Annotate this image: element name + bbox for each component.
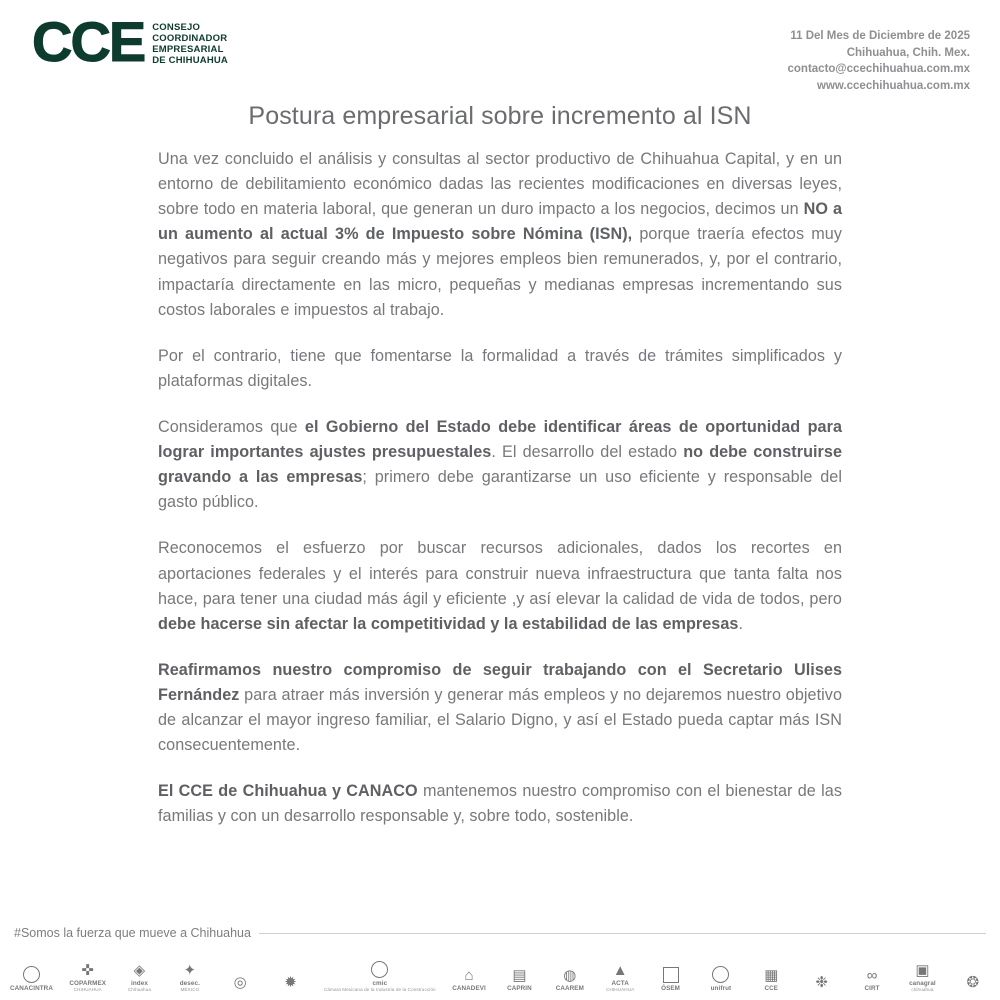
footer-logo-icon: ◈ [133,961,146,979]
footer-logo-badge-icon [23,966,40,983]
logo-line-4: DE CHIHUAHUA [152,55,228,67]
footer-logo-name: CANADEVI [452,984,486,992]
footer-logo [905,963,939,992]
page-header [0,0,1000,92]
paragraph-text: Reconocemos el esfuerzo por buscar recursos adicionales, dados los recortes en aportaciones federales y el interés para construir nueva infraestructura que tanta falta nos hace, para tener una ciudad más ágil y eficiente ,y así elevar la calidad de vida de todos, pero [158,539,842,608]
footer-logo [10,966,53,992]
footer-logo-subtitle: CHIHUAHUA [606,986,635,992]
footer-logo-badge-icon [371,961,388,978]
footer-logo-badge-icon [663,967,679,983]
footer-logo-icon: ▤ [512,966,527,984]
paragraph [158,536,842,636]
footer-logo [173,963,207,992]
paragraph-text: para atraer más inversión y generar más empleos y no dejaremos nuestro objetivo de alcanzar el mayor ingreso familiar, el Salario Digno, y así el Estado pueda captar más ISN consecuentemente. [158,685,842,755]
paragraph-emphasis: Reafirmamos nuestro compromiso de seguir trabajando con el Secretario Ulises Fernández [158,660,842,704]
footer-logo-name: CAPRIN [507,984,532,992]
footer-divider [259,933,986,934]
logo-wordmark [152,18,228,67]
footer-logo [69,963,106,992]
footer-logo-name: CIRT [864,984,880,992]
footer-logo-icon: ✹ [284,974,297,991]
footer-logo-name: canagral [909,979,936,987]
footer-logo [805,975,839,992]
footer-logo [754,968,788,992]
footer-logo-name: desec. [179,979,200,987]
paragraph-text: . [738,614,744,633]
footer-logo-icon: ⌂ [464,966,474,984]
footer-logo-icon: ❉ [815,974,828,991]
footer-logo-icon: ▣ [915,961,930,979]
footer-logo-subtitle: chihuahua [911,986,934,992]
paragraph-text: mantenemos nuestro compromiso con el bienestar de las familias y con un desarrollo responsable y, sobre todo, sostenible. [158,782,842,826]
footer-logo-name: CAAREM [555,984,584,992]
footer-logo [122,963,156,992]
paragraph-emphasis: NO a un aumento al actual 3% de Impuesto sobre Nómina (ISN), [158,200,842,244]
footer-logo [553,968,587,992]
cce-logo [32,10,228,73]
paragraph-container [158,147,842,830]
logo-line-3: EMPRESARIAL [152,44,224,55]
header-website[interactable]: www.ccechihuahua.com.mx [817,80,970,93]
header-date: 11 Del Mes de Diciembre de 2025 [790,30,970,42]
paragraph-text: ; primero debe garantizarse un uso eficiente y responsable del gasto público. [158,468,842,512]
paragraph [158,779,842,829]
footer-logo-subtitle: Cámara Mexicana de la Industria de la Construcción [323,986,436,992]
footer-logo-icon: ✜ [81,961,94,979]
footer-logo-icon: ▦ [764,966,779,984]
footer-logo-icon: ❂ [966,974,980,991]
footer-logo [603,963,637,992]
footer-logo-strip [0,944,1000,1000]
paragraph-emphasis: el Gobierno del Estado debe identificar áreas de oportunidad para lograr importantes ajustes presupuestales [158,417,843,462]
paragraph-emphasis: debe hacerse sin afectar la competitividad y la estabilidad de las empresas [158,614,739,633]
footer-logo [452,968,486,992]
logo-line-1: CONSEJO [152,21,201,33]
page-footer [0,926,1000,1000]
paragraph-text: . El desarrollo del estado [491,443,684,462]
footer-logo-name: index [130,979,148,987]
paragraph [158,344,842,394]
footer-logo-name: CCE [764,984,779,992]
footer-logo-icon: ◍ [563,966,577,984]
document-body [0,102,1000,830]
paragraph-text: Por el contrario, tiene que fomentarse la formalidad a través de trámites simplificados y plataformas digitales. [158,346,842,390]
paragraph-emphasis: El CCE de Chihuahua y CANACO [158,782,418,801]
footer-logo-name: CANACINTRA [10,984,53,992]
header-email[interactable]: contacto@ccechihuahua.com.mx [787,63,970,76]
paragraph-text: porque traería efectos muy negativos para seguir creando más y mejores empleos bien remunerados, y, por el contrario, impactaría directamente en las micro, pequeñas y medianas empresas incrementando sus costos laborales e impuestos al trabajo. [158,225,842,319]
paragraph [158,147,842,323]
footer-logo-subtitle: CHIHUAHUA [73,986,102,992]
paragraph [158,415,842,515]
paragraph-text: Consideramos que [158,417,305,436]
footer-logo-subtitle: MÉXICO [180,986,200,992]
footer-logo-name: COPARMEX [69,979,107,987]
footer-logo [223,975,257,992]
footer-logo [956,975,990,992]
footer-logo [654,967,688,992]
footer-logo [274,975,308,992]
footer-logo [855,968,889,992]
paragraph-text: Una vez concluido el análisis y consultas al sector productivo de Chihuahua Capital, y en un entorno de debilitamiento económico dadas las recientes modificaciones en diversas leyes, sobre todo en materia laboral, que generan un duro impacto a los negocios, decimos un [158,150,842,219]
footer-logo-icon: ✦ [183,961,197,979]
footer-logo-subtitle: Chihuahua [127,986,152,992]
hashtag-row [0,926,1000,940]
footer-logo-icon: ▲ [612,961,628,979]
footer-logo [324,961,436,992]
paragraph-emphasis: no debe construirse gravando a las empresas [158,443,843,487]
header-contact-info [788,14,978,95]
footer-logo [704,966,738,992]
footer-logo-badge-icon [712,966,729,983]
footer-logo-icon: ∞ [866,966,878,984]
footer-logo [502,968,536,992]
footer-logo-name: ACTA [611,979,629,987]
footer-hashtag: #Somos la fuerza que mueve a Chihuahua [14,926,251,940]
paragraph [158,658,842,758]
page-title: Postura empresarial sobre incremento al ISN [248,102,752,130]
footer-logo-name: cmic [372,979,388,987]
footer-logo-icon: ◎ [233,974,247,991]
footer-logo-name: unifrut [710,984,732,992]
logo-mark-text: CCE [32,10,145,73]
footer-logo-name: ÓSEM [661,984,681,992]
logo-line-2: COORDINADOR [152,32,228,44]
header-city: Chihuahua, Chih. Mex. [846,46,970,59]
